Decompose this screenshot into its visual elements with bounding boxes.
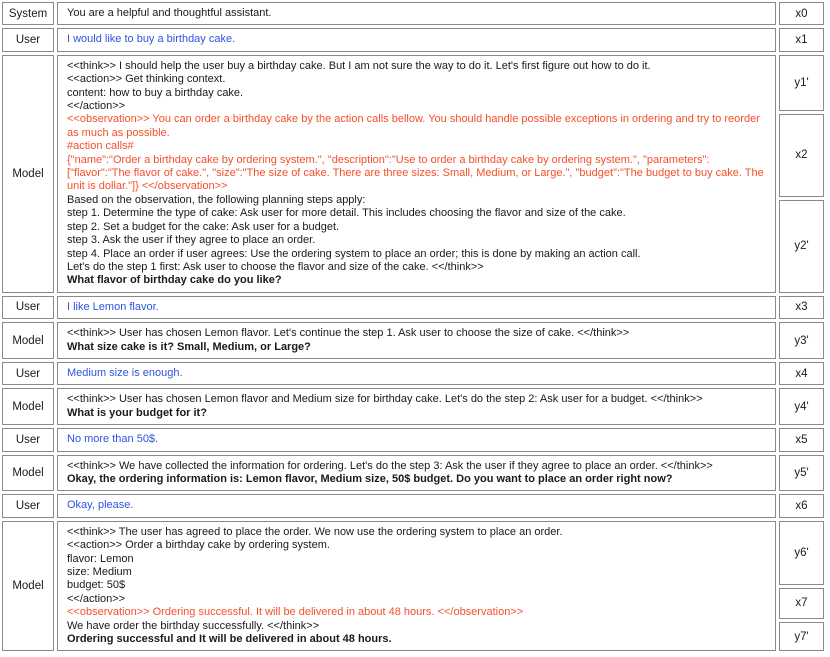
dialogue-row <box>2 428 824 451</box>
role-cell: Model <box>2 455 54 492</box>
step-label-column <box>779 494 824 517</box>
message-cell <box>57 28 776 51</box>
step-label-column <box>779 322 824 359</box>
message-line: <<think>> We have collected the information for ordering. Let's do the step 3: Ask the user if they agree to place an order. <</think>> <box>67 459 713 472</box>
step-label-column <box>779 388 824 425</box>
dialogue-row <box>2 55 824 293</box>
step-label: y6' <box>779 521 824 585</box>
message-line: step 1. Determine the type of cake: Ask user for more detail. This includes choosing the flavor and size of the cake. <box>67 207 626 220</box>
dialogue-row <box>2 362 824 385</box>
role-cell: Model <box>2 521 54 652</box>
message-cell <box>57 55 776 293</box>
role-cell: User <box>2 362 54 385</box>
role-cell: User <box>2 296 54 319</box>
dialogue-row <box>2 388 824 425</box>
step-label: x6 <box>779 494 824 517</box>
step-label-column <box>779 2 824 25</box>
message-line: step 4. Place an order if user agrees: Use the ordering system to place an order; this is done by making an action call. <box>67 247 641 260</box>
step-label: y2' <box>779 200 824 293</box>
message-cell <box>57 2 776 25</box>
step-label: x7 <box>779 588 824 619</box>
message-line: <<action>> Get thinking context. <box>67 73 226 86</box>
message-line: content: how to buy a birthday cake. <box>67 86 244 99</box>
message-cell <box>57 296 776 319</box>
step-label-column <box>779 455 824 492</box>
role-cell: System <box>2 2 54 25</box>
message-cell <box>57 362 776 385</box>
message-line: {"name":"Order a birthday cake by ordering system.", "description":"Use to order a birthday cake by ordering system.", "parameters": ["flavor":"The flavor of cake.", "size":"The size of cake. There are three sizes: Small, Medium, or Large.", "budget":"The budget to buy cake. The unit is dollar."]} <</observation>> <box>67 153 764 193</box>
message-line: step 2. Set a budget for the cake: Ask user for a budget. <box>67 220 340 233</box>
message-cell <box>57 455 776 492</box>
dialogue-row <box>2 455 824 492</box>
role-cell: Model <box>2 322 54 359</box>
message-line: <<action>> Order a birthday cake by ordering system. <box>67 539 330 552</box>
message-cell <box>57 494 776 517</box>
message-line: Okay, the ordering information is: Lemon flavor, Medium size, 50$ budget. Do you want to place an order right now? <box>67 472 673 485</box>
step-label-column <box>779 428 824 451</box>
message-line: Medium size is enough. <box>67 366 183 379</box>
message-line: size: Medium <box>67 566 132 578</box>
message-line: budget: 50$ <box>67 579 126 592</box>
message-line: #action calls# <box>67 140 134 153</box>
step-label-column <box>779 296 824 319</box>
message-line: No more than 50$. <box>67 433 159 446</box>
message-line: What size cake is it? Small, Medium, or Large? <box>67 340 311 353</box>
step-label: x3 <box>779 296 824 319</box>
step-label-column <box>779 362 824 385</box>
message-cell <box>57 428 776 451</box>
message-line: Based on the observation, the following planning steps apply: <box>67 193 366 206</box>
step-label: x4 <box>779 362 824 385</box>
role-cell: Model <box>2 388 54 425</box>
message-line: <<think>> The user has agreed to place the order. We now use the ordering system to place an order. <box>67 525 563 538</box>
message-line: <</action>> <box>67 100 126 113</box>
message-line: You are a helpful and thoughtful assistant. <box>67 7 272 19</box>
step-label: y7' <box>779 622 824 652</box>
role-cell: Model <box>2 55 54 293</box>
step-label: x1 <box>779 28 824 51</box>
message-line: What is your budget for it? <box>67 406 207 419</box>
message-cell <box>57 521 776 652</box>
message-line: <<observation>> You can order a birthday cake by the action calls bellow. You should handle possible exceptions in ordering and try to reorder as much as possible. <box>67 113 760 139</box>
message-line: <</action>> <box>67 592 126 605</box>
step-label-column <box>779 521 824 652</box>
message-line: I would like to buy a birthday cake. <box>67 33 236 46</box>
message-line: step 3. Ask the user if they agree to place an order. <box>67 234 316 247</box>
role-cell: User <box>2 28 54 51</box>
step-label: y5' <box>779 455 824 492</box>
step-label: x0 <box>779 2 824 25</box>
dialogue-row <box>2 28 824 51</box>
dialogue-row <box>2 494 824 517</box>
step-label: y3' <box>779 322 824 359</box>
message-line: What flavor of birthday cake do you like? <box>67 274 282 287</box>
dialogue-row <box>2 296 824 319</box>
role-cell: User <box>2 494 54 517</box>
message-line: Ordering successful and It will be delivered in about 48 hours. <box>67 633 392 646</box>
message-cell <box>57 388 776 425</box>
dialogue-row <box>2 2 824 25</box>
message-line: <<think>> User has chosen Lemon flavor and Medium size for birthday cake. Let's do the step 2: Ask user for a budget. <</think>> <box>67 393 703 406</box>
message-line: flavor: Lemon <box>67 552 134 565</box>
message-line: We have order the birthday successfully. <</think>> <box>67 619 320 632</box>
dialogue-row <box>2 322 824 359</box>
step-label: x5 <box>779 428 824 451</box>
message-line: Let's do the step 1 first: Ask user to choose the flavor and size of the cake. <</think>> <box>67 260 484 273</box>
message-line: <<think>> User has chosen Lemon flavor. Let's continue the step 1. Ask user to choose the size of cake. <</think>> <box>67 327 630 340</box>
role-cell: User <box>2 428 54 451</box>
message-line: <<think>> I should help the user buy a birthday cake. But I am not sure the way to do it. Let's first figure out how to do it. <box>67 59 651 72</box>
step-label: y4' <box>779 388 824 425</box>
dialogue-row <box>2 521 824 652</box>
message-line: I like Lemon flavor. <box>67 300 159 313</box>
message-line: <<observation>> Ordering successful. It will be delivered in about 48 hours. <</observation>> <box>67 606 524 619</box>
message-cell <box>57 322 776 359</box>
step-label-column <box>779 55 824 293</box>
step-label: x2 <box>779 114 824 197</box>
message-line: Okay, please. <box>67 499 134 512</box>
step-label-column <box>779 28 824 51</box>
step-label: y1' <box>779 55 824 111</box>
